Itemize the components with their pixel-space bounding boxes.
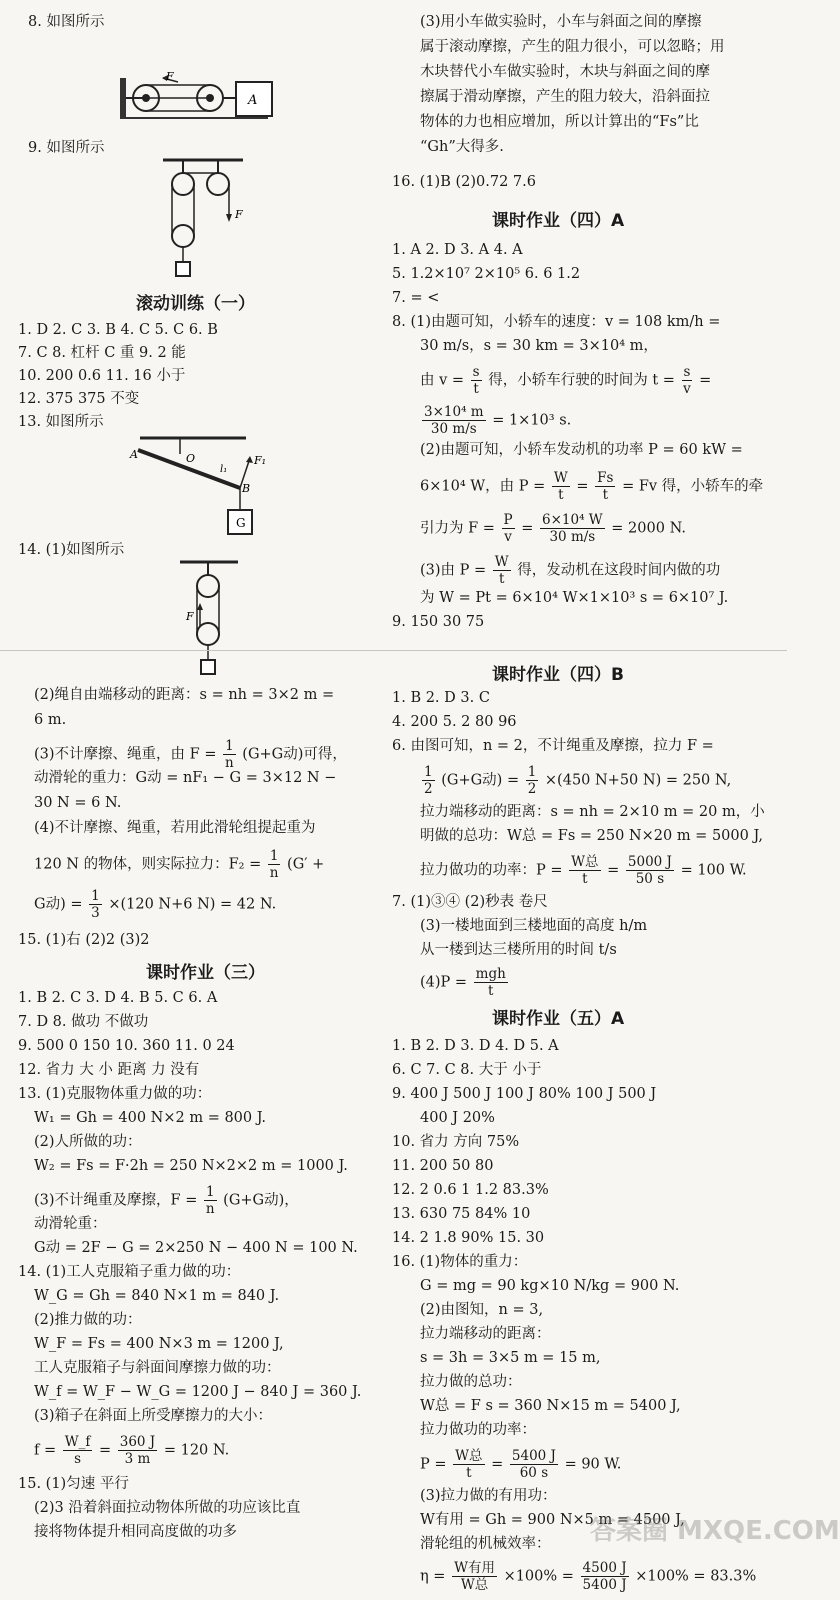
fraction-num: s [472,364,480,380]
fraction-num: 1 [527,764,537,780]
keshi3-line-16: 工人克服箱子与斜面间摩擦力做的功： [34,1360,281,1376]
fraction-num: 5000 J [627,854,672,870]
fraction-den: n [225,755,234,771]
keshi3-line-14: (2)推力做的功： [34,1312,142,1328]
keshi4b-line-5: 拉力端移动的距离：s = nh = 2×10 m = 20 m，小 [420,804,765,820]
keshi5a-line-6: 11. 200 50 80 [392,1158,494,1174]
figure-q9-f-label: F [235,208,243,221]
fraction-den: 60 s [519,1465,549,1481]
keshi5a-line-1: 1. B 2. D 3. D 4. D 5. A [392,1038,559,1054]
fraction [63,1434,93,1467]
figure-13-a-label: A [130,448,138,461]
watermark: 答案圈 MXQE.COM [590,1516,840,1546]
right-line-4: 擦属于滑动摩擦，产生的阻力较大，沿斜面拉 [420,89,710,105]
q8-label: 8. 如图所示 [28,14,105,30]
keshi4a-line-5: 30 m/s，s = 30 km = 3×10⁴ m， [420,338,658,354]
keshi4a-line-3: 7. = < [392,290,440,306]
gundong-line-4: 12. 375 375 不变 [18,391,140,407]
text-segment: (3)由 P = [420,562,487,579]
fraction-den: 30 m/s [430,421,477,437]
text-segment: = [491,1456,504,1473]
fraction-num: mgh [475,966,506,982]
keshi5a-line-13: 拉力端移动的距离： [420,1326,551,1342]
text-segment: (3)不计摩擦、绳重，由 F = [34,746,217,763]
keshi3-line-2: 7. D 8. 做功 不做功 [18,1014,149,1030]
page-fold-line [0,650,787,651]
fraction-den: 5400 J [582,1577,627,1593]
keshi5a-line-22 [420,1560,756,1593]
keshi3-line-12: 14. (1)工人克服箱子重力做的功： [18,1264,241,1280]
keshi3-line-3: 9. 500 0 150 10. 360 11. 0 24 [18,1038,235,1054]
fraction-den: 2 [527,781,537,797]
keshi4b-line-8: 7. (1)③④ (2)秒表 卷尺 [392,894,548,910]
fraction-den: t [488,983,494,999]
keshi4b-line-7 [420,854,747,887]
text-segment: = [607,862,620,879]
keshi3-line-4: 12. 省力 大 小 距离 力 没有 [18,1062,200,1078]
keshi4b-line-9: (3)一楼地面到三楼地面的高度 h/m [420,918,648,934]
fraction-num: 1 [424,764,433,780]
figure-14-f-label: F [186,610,194,623]
fraction-den: n [269,865,279,881]
fraction [682,364,693,397]
fraction [223,738,236,771]
keshi3-line-21: (2)3 沿着斜面拉动物体所做的功应该比直 [34,1500,301,1516]
text-segment: 得，发动机在这段时间内做的功 [517,562,721,579]
keshi3-line-13: W_G = Gh = 840 N×1 m = 840 J. [34,1288,280,1304]
heading-keshi-3: 课时作业（三） [146,963,265,983]
fraction-den: t [499,571,505,587]
figure-13-g-label: G [236,516,246,530]
fraction-num: W [553,470,568,486]
q14-line-8 [34,848,324,881]
keshi4b-line-2: 4. 200 5. 2 80 96 [392,714,517,730]
keshi4a-line-9 [420,470,763,503]
fraction-num: W [494,554,509,570]
keshi4b-line-1: 1. B 2. D 3. C [392,690,490,706]
keshi5a-line-2: 6. C 7. C 8. 大于 小于 [392,1062,542,1078]
keshi4a-line-7 [420,404,571,437]
keshi3-line-1: 1. B 2. C 3. D 4. B 5. C 6. A [18,990,218,1006]
text-segment: = 2000 N. [611,520,686,537]
fraction [595,470,615,503]
fraction-num: 360 J [119,1434,156,1450]
fraction-den: t [602,487,609,503]
heading-keshi-5a: 课时作业（五）A [492,1009,625,1029]
gundong-line-5: 13. 如图所示 [18,414,104,430]
text-segment: G动) = [34,896,83,913]
text-segment: 引力为 F = [420,520,495,537]
keshi4b-line-3: 6. 由图可知，n = 2，不计绳重及摩擦，拉力 F = [392,738,714,754]
right-line-2: 属于滚动摩擦，产生的阻力很小，可以忽略；用 [420,39,725,55]
fraction-num: 5400 J [511,1448,556,1464]
fraction-den: v [683,381,691,397]
fraction-num: 1 [269,848,279,864]
fraction [422,404,486,437]
figure-13-o-label: O [186,452,196,465]
keshi4a-line-4: 8. (1)由题可知，小轿车的速度：v = 108 km/h = [392,314,721,330]
text-segment: = [521,520,534,537]
keshi5a-line-16: W总 = F s = 360 N×15 m = 5400 J, [420,1398,681,1414]
keshi4a-line-1: 1. A 2. D 3. A 4. A [392,242,523,258]
text-segment: (G+G动)可得， [242,746,347,763]
text-segment: 由 v = [420,372,465,389]
fraction [493,554,511,587]
keshi4a-line-2: 5. 1.2×10⁷ 2×10⁵ 6. 6 1.2 [392,266,581,282]
gundong-line-2: 7. C 8. 杠杆 C 重 9. 2 能 [18,345,186,361]
keshi3-line-9 [34,1184,299,1217]
fraction-den: 3 [91,905,100,921]
keshi3-line-17: W_f = W_F − W_G = 1200 J − 840 J = 360 J. [34,1384,362,1400]
keshi5a-line-5: 10. 省力 方向 75% [392,1134,520,1150]
fraction [204,1184,217,1217]
figure-q9 [163,156,253,286]
right-line-6: “Gh”大得多. [420,139,504,155]
fraction [552,470,570,503]
text-segment: ×(450 N+50 N) = 250 N, [544,772,732,789]
figure-13-b-label: B [242,482,251,495]
text-segment: 120 N 的物体，则实际拉力：F₂ = [34,856,262,873]
keshi3-line-11: G动 = 2F − G = 2×250 N − 400 N = 100 N. [34,1240,358,1256]
keshi4a-line-13: 9. 150 30 75 [392,614,485,630]
keshi4b-line-10: 从一楼到达三楼所用的时间 t/s [420,942,617,958]
figure-q8-a-label: A [248,93,258,108]
fraction [626,854,674,887]
fraction [118,1434,157,1467]
keshi4a-line-8: (2)由题可知，小轿车发动机的功率 P = 60 kW = [420,442,743,458]
fraction [471,364,482,397]
text-segment: = 1×10³ s. [492,412,572,429]
q15-line: 15. (1)右 (2)2 (3)2 [18,932,150,948]
keshi4b-line-6: 明做的总功：W总 = Fs = 250 N×20 m = 5000 J, [420,828,764,844]
keshi5a-line-8: 13. 630 75 84% 10 [392,1206,531,1222]
keshi5a-line-18 [420,1448,621,1481]
text-segment: ×100% = 83.3% [635,1568,757,1585]
figure-13-f1-label: F₁ [254,454,267,467]
right-line-7: 16. (1)B (2)0.72 7.6 [392,174,536,190]
fraction [422,764,435,797]
gundong-line-1: 1. D 2. C 3. B 4. C 5. C 6. B [18,322,218,338]
keshi4a-line-10 [420,512,686,545]
fraction-num: W总 [455,1448,483,1464]
fraction [452,1560,497,1593]
text-segment: 6×10⁴ W，由 P = [420,478,546,495]
text-segment: (3)不计绳重及摩擦，F = [34,1192,198,1209]
heading-gundong-1: 滚动训练（一） [136,294,255,314]
keshi3-line-22: 接将物体提升相同高度做的功多 [34,1524,237,1540]
fraction [526,764,539,797]
keshi5a-line-19: (3)拉力做的有用功： [420,1488,557,1504]
fraction-den: t [473,381,479,397]
fraction-den: 3 m [124,1451,151,1467]
keshi4a-line-6 [420,364,711,397]
q14-label: 14. (1)如图所示 [18,542,125,558]
fraction-num: P [503,512,513,528]
fraction-den: t [558,487,564,503]
q14-line-6: 30 N = 6 N. [34,795,122,811]
figure-q8-f-label: F [166,70,174,83]
fraction-num: W_f [64,1434,91,1450]
fraction-den: 30 m/s [549,529,596,545]
keshi4a-line-11 [420,554,720,587]
q14-line-3: 6 m. [34,712,67,728]
keshi5a-line-15: 拉力做的总功： [420,1374,522,1390]
fraction-num: 1 [91,888,100,904]
fraction-den: s [74,1451,82,1467]
keshi3-line-6: W₁ = Gh = 400 N×2 m = 800 J. [34,1110,267,1126]
q14-line-5: 动滑轮的重力：G动 = nF₁ − G = 3×12 N − [34,770,337,786]
fraction-den: n [205,1201,215,1217]
text-segment: = [699,372,712,389]
keshi3-line-5: 13. (1)克服物体重力做的功： [18,1086,212,1102]
keshi5a-line-10: 16. (1)物体的重力： [392,1254,528,1270]
text-segment: (4)P = [420,974,468,991]
figure-13-l1-label: l₁ [220,464,228,475]
text-segment: (G′ + [287,856,325,873]
gundong-line-3: 10. 200 0.6 11. 16 小于 [18,368,186,384]
keshi5a-line-17: 拉力做功的功率： [420,1422,536,1438]
q14-line-9 [34,888,276,921]
fraction-num: W有用 [454,1560,495,1576]
q14-line-4 [34,738,347,771]
keshi5a-line-7: 12. 2 0.6 1 1.2 83.3% [392,1182,549,1198]
text-segment: (G+G动) = [441,772,520,789]
keshi4b-line-11 [420,966,510,999]
keshi5a-line-20: W有用 = Gh = 900 N×5 m = 4500 J, [420,1512,685,1528]
text-segment: = Fv 得，小轿车的牵 [622,478,764,495]
text-segment: = 90 W. [564,1456,622,1473]
text-segment: 得，小轿车行驶的时间为 t = [488,372,675,389]
fraction [510,1448,558,1481]
right-line-5: 物体的力也相应增加，所以计算出的“Fs”比 [420,114,699,130]
fraction-num: s [683,364,691,380]
fraction [89,888,102,921]
fraction [502,512,515,545]
right-line-1: (3)用小车做实验时，小车与斜面之间的摩擦 [420,14,702,30]
text-segment: = [576,478,589,495]
text-segment: 拉力做功的功率：P = [420,862,563,879]
fraction-num: 4500 J [582,1560,627,1576]
q14-line-7: (4)不计摩擦、绳重，若用此滑轮组提起重为 [34,820,316,836]
keshi4b-line-4 [420,764,731,797]
keshi3-line-8: W₂ = Fs = F·2h = 250 N×2×2 m = 1000 J. [34,1158,348,1174]
text-segment: (G+G动)， [223,1192,299,1209]
text-segment: P = [420,1456,447,1473]
keshi5a-line-3: 9. 400 J 500 J 100 J 80% 100 J 500 J [392,1086,657,1102]
fraction-num: 1 [225,738,234,754]
keshi3-line-19 [34,1434,229,1467]
keshi3-line-20: 15. (1)匀速 平行 [18,1476,129,1492]
fraction [581,1560,629,1593]
keshi5a-line-12: (2)由图知，n = 3, [420,1302,544,1318]
text-segment: η = [420,1568,446,1585]
text-segment: ×(120 N+6 N) = 42 N. [108,896,277,913]
figure-q8 [118,72,278,122]
fraction-den: 50 s [635,871,665,887]
fraction [569,854,600,887]
text-segment: ×100% = [503,1568,574,1585]
keshi5a-line-4: 400 J 20% [420,1110,495,1126]
keshi5a-line-11: G = mg = 90 kg×10 N/kg = 900 N. [420,1278,680,1294]
figure-13-lever [128,432,278,542]
keshi3-line-18: (3)箱子在斜面上所受摩擦力的大小： [34,1408,273,1424]
figure-14-pulley [178,556,248,686]
q9-label: 9. 如图所示 [28,140,105,156]
text-segment: = [98,1442,112,1459]
keshi5a-line-21: 滑轮组的机械效率： [420,1536,551,1552]
keshi3-line-10: 动滑轮重： [34,1216,107,1232]
fraction-num: 6×10⁴ W [542,512,603,528]
fraction [453,1448,484,1481]
keshi4a-line-12: 为 W = Pt = 6×10⁴ W×1×10³ s = 6×10⁷ J. [420,590,729,606]
text-segment: f = [34,1442,57,1459]
keshi3-line-7: (2)人所做的功： [34,1134,142,1150]
keshi5a-line-9: 14. 2 1.8 90% 15. 30 [392,1230,545,1246]
fraction-num: Fs [597,470,614,486]
fraction-num: W总 [571,854,599,870]
text-segment: = 100 W. [680,862,747,879]
fraction-den: t [582,871,588,887]
keshi3-line-15: W_F = Fs = 400 N×3 m = 1200 J, [34,1336,284,1352]
fraction [474,966,508,999]
heading-keshi-4a: 课时作业（四）A [492,211,625,231]
fraction [268,848,281,881]
right-line-3: 木块替代小车做实验时，木块与斜面之间的摩 [420,64,710,80]
fraction-num: 1 [205,1184,215,1200]
fraction-num: 3×10⁴ m [424,404,484,420]
fraction [540,512,605,545]
keshi5a-line-14: s = 3h = 3×5 m = 15 m, [420,1350,601,1366]
heading-keshi-4b: 课时作业（四）B [492,665,624,685]
fraction-den: v [504,529,512,545]
q14-line-2: (2)绳自由端移动的距离：s = nh = 3×2 m = [34,687,335,703]
text-segment: = 120 N. [163,1442,230,1459]
fraction-den: W总 [460,1577,489,1593]
fraction-den: 2 [424,781,433,797]
fraction-den: t [466,1465,472,1481]
